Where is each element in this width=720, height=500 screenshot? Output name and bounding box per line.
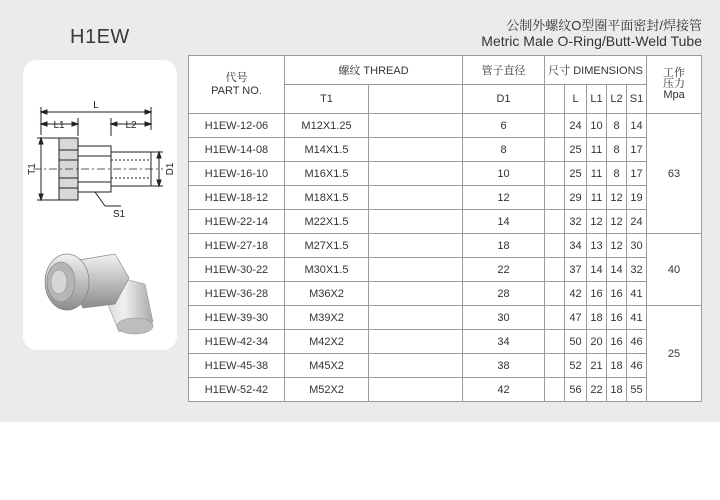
cell-l: 47 — [565, 306, 587, 330]
cell-t1-blank — [369, 210, 463, 234]
cell-part: H1EW-52-42 — [189, 378, 285, 402]
header-dimensions: 尺寸 DIMENSIONS — [545, 56, 647, 85]
cell-l: 34 — [565, 234, 587, 258]
cell-d1: 10 — [463, 162, 545, 186]
cell-d1: 12 — [463, 186, 545, 210]
cell-l: 50 — [565, 330, 587, 354]
cell-l2: 18 — [607, 354, 627, 378]
cell-s1: 41 — [627, 306, 647, 330]
table-row — [189, 330, 702, 354]
header-s1: S1 — [627, 85, 647, 114]
cell-pressure: 63 — [647, 114, 702, 234]
cell-l: 32 — [565, 210, 587, 234]
table-row — [189, 306, 702, 330]
cell-l1: 21 — [587, 354, 607, 378]
header-l2: L2 — [607, 85, 627, 114]
cell-blank — [545, 114, 565, 138]
cell-t1-blank — [369, 234, 463, 258]
cell-d1: 28 — [463, 282, 545, 306]
cell-t1-blank — [369, 306, 463, 330]
cell-l2: 12 — [607, 210, 627, 234]
cell-l1: 11 — [587, 138, 607, 162]
cell-t1-blank — [369, 186, 463, 210]
header-part-no-en: PART NO. — [211, 84, 262, 97]
cell-t1: M52X2 — [285, 378, 369, 402]
cell-part: H1EW-45-38 — [189, 354, 285, 378]
cell-part: H1EW-42-34 — [189, 330, 285, 354]
header-l1: L1 — [587, 85, 607, 114]
table-row — [189, 378, 702, 402]
cell-s1: 46 — [627, 330, 647, 354]
cell-l2: 8 — [607, 114, 627, 138]
cell-s1: 30 — [627, 234, 647, 258]
cell-blank — [545, 306, 565, 330]
cell-l2: 18 — [607, 378, 627, 402]
cell-blank — [545, 210, 565, 234]
cell-t1-blank — [369, 282, 463, 306]
table-row — [189, 282, 702, 306]
table-row — [189, 162, 702, 186]
title-chinese: 公制外螺纹O型圈平面密封/焊接管 — [506, 18, 702, 33]
cell-t1-blank — [369, 114, 463, 138]
cell-d1: 30 — [463, 306, 545, 330]
cell-t1: M36X2 — [285, 282, 369, 306]
cell-blank — [545, 330, 565, 354]
dim-d1-label: D1 — [165, 162, 176, 176]
header-part-no-cn: 代号 — [225, 71, 248, 84]
cell-l2: 14 — [607, 258, 627, 282]
cell-l1: 11 — [587, 186, 607, 210]
cell-t1-blank — [369, 354, 463, 378]
dim-s1-label: S1 — [112, 209, 126, 220]
cell-l: 29 — [565, 186, 587, 210]
cell-s1: 55 — [627, 378, 647, 402]
cell-l2: 8 — [607, 138, 627, 162]
table-row — [189, 258, 702, 282]
cell-pressure: 40 — [647, 234, 702, 306]
cell-l1: 20 — [587, 330, 607, 354]
cell-part: H1EW-39-30 — [189, 306, 285, 330]
cell-l: 56 — [565, 378, 587, 402]
header-thread: 螺纹 THREAD — [285, 56, 463, 85]
cell-l1: 16 — [587, 282, 607, 306]
cell-s1: 46 — [627, 354, 647, 378]
cell-s1: 32 — [627, 258, 647, 282]
cell-pressure: 25 — [647, 306, 702, 402]
cell-part: H1EW-36-28 — [189, 282, 285, 306]
cell-t1: M39X2 — [285, 306, 369, 330]
cell-s1: 19 — [627, 186, 647, 210]
cell-d1: 6 — [463, 114, 545, 138]
table-row — [189, 354, 702, 378]
cell-l2: 12 — [607, 234, 627, 258]
header-part-no — [189, 56, 285, 114]
cell-blank — [545, 282, 565, 306]
cell-l2: 16 — [607, 330, 627, 354]
cell-s1: 14 — [627, 114, 647, 138]
cell-part: H1EW-27-18 — [189, 234, 285, 258]
cell-t1: M18X1.5 — [285, 186, 369, 210]
cell-t1: M14X1.5 — [285, 138, 369, 162]
header-l: L — [565, 85, 587, 114]
cell-l: 52 — [565, 354, 587, 378]
cell-t1: M42X2 — [285, 330, 369, 354]
header-working-pressure — [647, 56, 702, 114]
cell-l2: 12 — [607, 186, 627, 210]
cell-t1-blank — [369, 330, 463, 354]
cell-l1: 18 — [587, 306, 607, 330]
header-pressure-line1: 工作 — [663, 67, 686, 79]
cell-l1: 13 — [587, 234, 607, 258]
dimensions-table — [188, 55, 702, 402]
cell-blank — [545, 138, 565, 162]
cell-l2: 8 — [607, 162, 627, 186]
cell-part: H1EW-30-22 — [189, 258, 285, 282]
cell-t1: M12X1.25 — [285, 114, 369, 138]
cell-l1: 12 — [587, 210, 607, 234]
header-pressure-line2: 压力 — [663, 78, 686, 90]
cell-part: H1EW-18-12 — [189, 186, 285, 210]
cell-l2: 16 — [607, 306, 627, 330]
header-t1-blank — [369, 85, 463, 114]
dim-l-label: L — [93, 100, 99, 111]
drawing-panel — [23, 60, 177, 350]
cell-t1-blank — [369, 138, 463, 162]
table-row — [189, 114, 702, 138]
cell-d1: 42 — [463, 378, 545, 402]
cell-blank — [545, 258, 565, 282]
cell-t1: M27X1.5 — [285, 234, 369, 258]
cell-part: H1EW-16-10 — [189, 162, 285, 186]
cell-part: H1EW-12-06 — [189, 114, 285, 138]
cell-t1: M45X2 — [285, 354, 369, 378]
cell-l: 25 — [565, 162, 587, 186]
cell-l1: 10 — [587, 114, 607, 138]
cell-l1: 14 — [587, 258, 607, 282]
header-blank — [545, 85, 565, 114]
cell-blank — [545, 234, 565, 258]
cell-l: 37 — [565, 258, 587, 282]
cell-part: H1EW-22-14 — [189, 210, 285, 234]
cell-blank — [545, 186, 565, 210]
cell-d1: 38 — [463, 354, 545, 378]
fitting-drawing — [23, 60, 177, 350]
dim-l2-label: L2 — [125, 120, 137, 131]
cell-part: H1EW-14-08 — [189, 138, 285, 162]
cell-blank — [545, 162, 565, 186]
fitting-render-image — [45, 254, 153, 334]
cell-t1-blank — [369, 162, 463, 186]
cell-l: 24 — [565, 114, 587, 138]
cell-l: 25 — [565, 138, 587, 162]
cell-s1: 17 — [627, 162, 647, 186]
cell-d1: 22 — [463, 258, 545, 282]
title-english: Metric Male O-Ring/Butt-Weld Tube — [481, 33, 702, 49]
dim-t1-label: T1 — [27, 163, 38, 175]
cell-blank — [545, 354, 565, 378]
cell-s1: 17 — [627, 138, 647, 162]
cell-t1-blank — [369, 258, 463, 282]
cell-d1: 18 — [463, 234, 545, 258]
cell-d1: 14 — [463, 210, 545, 234]
cell-t1: M22X1.5 — [285, 210, 369, 234]
cell-t1: M30X1.5 — [285, 258, 369, 282]
cell-blank — [545, 378, 565, 402]
header-d1: D1 — [463, 85, 545, 114]
table-row — [189, 210, 702, 234]
table-row — [189, 234, 702, 258]
header-pipe-diameter: 管子直径 — [463, 56, 545, 85]
cell-l1: 11 — [587, 162, 607, 186]
dim-l1-label: L1 — [53, 120, 65, 131]
header-pressure-line3: Mpa — [663, 89, 685, 101]
cell-l1: 22 — [587, 378, 607, 402]
product-code-title: H1EW — [70, 26, 130, 48]
header-t1: T1 — [285, 85, 369, 114]
cell-d1: 8 — [463, 138, 545, 162]
table-row — [189, 138, 702, 162]
cell-d1: 34 — [463, 330, 545, 354]
cell-t1-blank — [369, 378, 463, 402]
cell-s1: 24 — [627, 210, 647, 234]
table-row — [189, 186, 702, 210]
cell-l2: 16 — [607, 282, 627, 306]
cell-l: 42 — [565, 282, 587, 306]
cell-t1: M16X1.5 — [285, 162, 369, 186]
cell-s1: 41 — [627, 282, 647, 306]
